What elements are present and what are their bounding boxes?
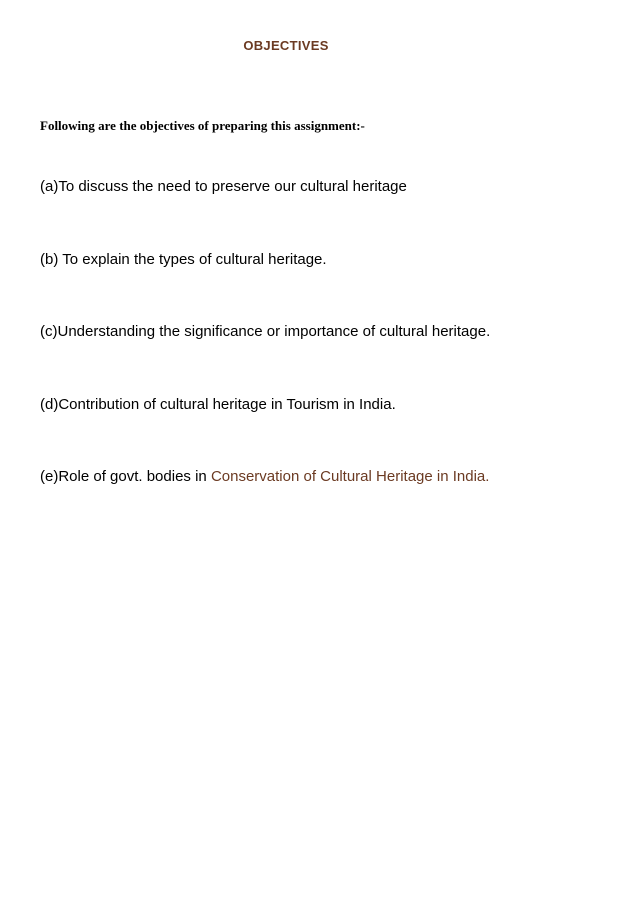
objective-item-e-highlight: Conservation of Cultural Heritage in India. [210, 468, 490, 485]
page-title: OBJECTIVES [243, 38, 329, 53]
objective-item-c: (c)Understanding the significance or importance of cultural heritage. [40, 323, 491, 340]
objective-item-d: (d)Contribution of cultural heritage in Tourism in India. [40, 396, 396, 413]
intro-text: Following are the objectives of preparing this assignment:- [40, 118, 365, 133]
objective-item-e [40, 468, 489, 485]
objective-item-a: (a)To discuss the need to preserve our cultural heritage [40, 178, 407, 195]
objective-item-b: (b) To explain the types of cultural heritage. [40, 251, 327, 268]
objective-item-e-text: (e)Role of govt. bodies in [40, 468, 211, 485]
